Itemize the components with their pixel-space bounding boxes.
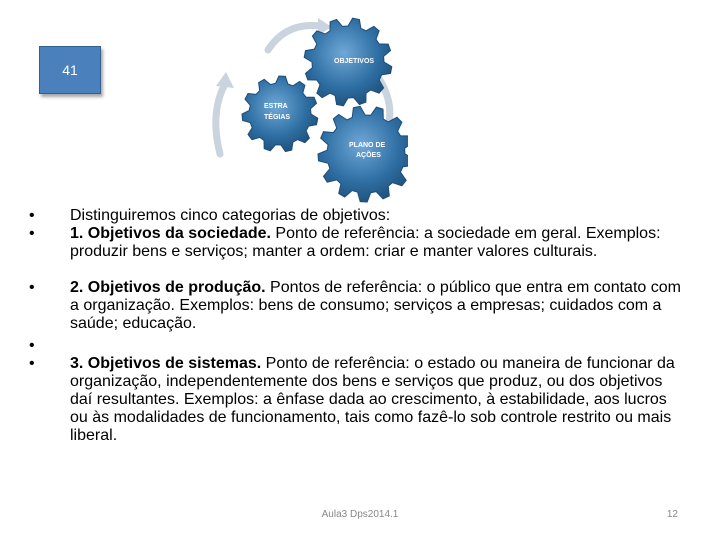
list-item-title: 3. Objetivos de sistemas. bbox=[70, 355, 262, 372]
bullet-marker: • bbox=[29, 279, 35, 296]
bullet-marker: • bbox=[29, 355, 35, 372]
list-item bbox=[29, 355, 689, 445]
list-item-text bbox=[70, 355, 689, 445]
list-item bbox=[29, 207, 689, 225]
list-item-text bbox=[70, 279, 689, 333]
list-item-body: Ponto de referência: a sociedade em geral. Exemplos: produzir bens e serviços; manter a ordem: criar e manter valores culturais. bbox=[70, 225, 661, 260]
footer-text: Aula3 Dps2014.1 bbox=[321, 509, 399, 520]
bullet-marker: • bbox=[29, 225, 35, 242]
list-item-text bbox=[70, 207, 689, 225]
bullet-marker: • bbox=[29, 337, 35, 354]
list-item-title: 2. Objetivos de produção. bbox=[70, 279, 266, 296]
list-item-body: Pontos de referência: o público que entra em contato com a organização. Exemplos: bens de consumo; serviços a empresas; cuidados com a saúde; educação. bbox=[70, 279, 681, 332]
list-item-title: 1. Objetivos da sociedade. bbox=[70, 225, 271, 242]
bullet-list bbox=[29, 207, 689, 445]
list-item-body: Distinguiremos cinco categorias de objetivos: bbox=[70, 207, 391, 224]
list-item bbox=[29, 337, 689, 355]
slide-number-text: 41 bbox=[62, 62, 78, 78]
bullet-marker: • bbox=[29, 207, 35, 224]
cycle-arrow-top bbox=[268, 26, 320, 51]
gear-left-label-line1: ESTRA bbox=[264, 103, 288, 110]
footer-page-number: 12 bbox=[666, 509, 678, 520]
list-item-text bbox=[70, 225, 689, 261]
list-item-body: Ponto de referência: o estado ou maneira de funcionar da organização, independentemente dos bens e serviços que produz, ou dos objetivos daí resultantes. Exemplos: a ênfase dada ao crescimento, à estabilidade, aos lucros ou às modalidades de funcionamento, tais como fazê-lo sob controle restrito ou mais liberal. bbox=[70, 355, 675, 444]
gear-left-label-line2: TÉGIAS bbox=[264, 114, 291, 121]
slide-number-badge bbox=[39, 46, 101, 94]
cycle-arrowhead-left bbox=[216, 72, 234, 88]
gears-cycle-diagram bbox=[208, 14, 408, 204]
list-item-text bbox=[70, 337, 689, 355]
cycle-arrow-left bbox=[216, 86, 224, 154]
gear-top-label: OBJETIVOS bbox=[334, 58, 375, 65]
list-item bbox=[29, 279, 689, 333]
gear-right-label-line2: AÇÕES bbox=[356, 152, 381, 159]
gear-right-label-line1: PLANO DE bbox=[349, 142, 386, 149]
list-item bbox=[29, 225, 689, 261]
